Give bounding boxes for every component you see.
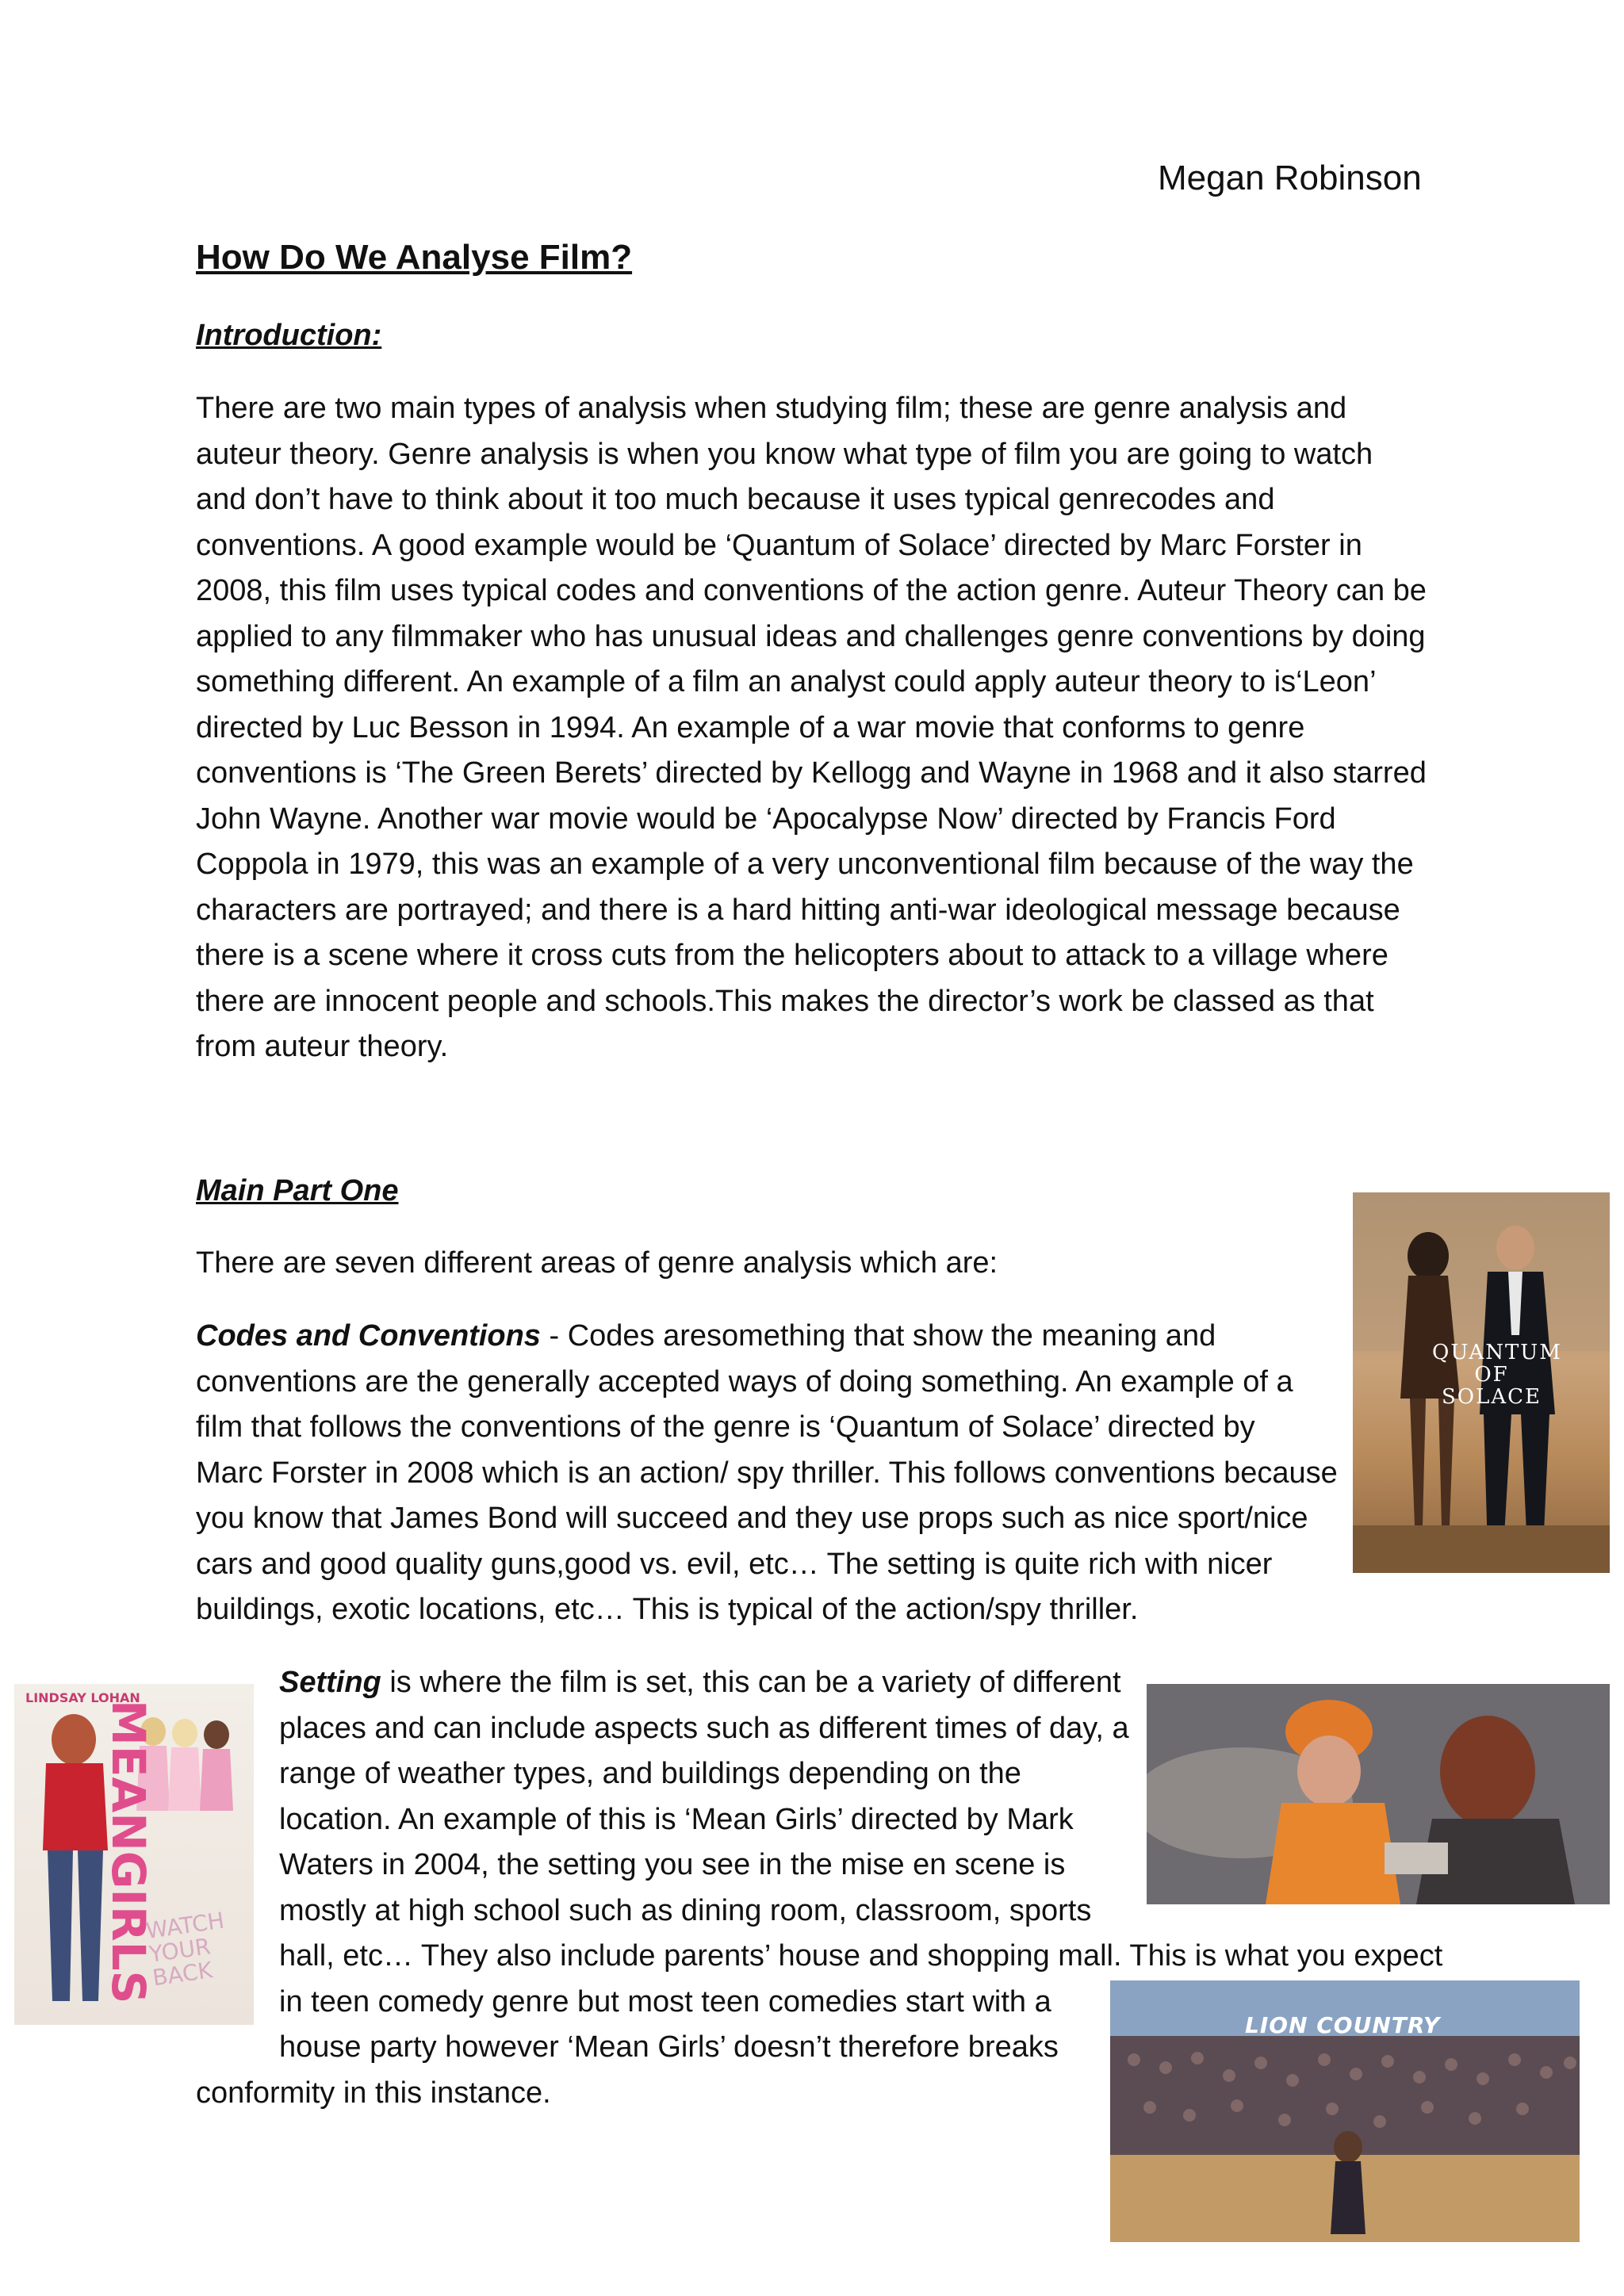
gym-banner-text: LION COUNTRY	[1245, 2012, 1441, 2038]
codes-line: cars and good quality guns,good vs. evil, etc… The setting is quite rich with nicer	[196, 1547, 1273, 1581]
mean-girls-gym-still	[1110, 1980, 1580, 2242]
quantum-of-solace-poster	[1353, 1192, 1610, 1573]
intro-line: there are innocent people and schools.This makes the director’s work be classed as that	[196, 984, 1374, 1018]
intro-line: 2008, this film uses typical codes and conventions of the action genre. Auteur Theory can be	[196, 574, 1427, 607]
intro-line: something different. An example of a film an analyst could apply auteur theory to is‘Leon’	[196, 665, 1377, 698]
mean-girls-poster	[14, 1684, 254, 2025]
intro-line: Coppola in 1979, this was an example of a very unconventional film because of the way the	[196, 848, 1414, 881]
intro-line: and don’t have to think about it too much because it uses typical genrecodes and	[196, 483, 1275, 516]
intro-line: There are two main types of analysis when studying film; these are genre analysis and	[196, 392, 1347, 425]
introduction-heading: Introduction:	[196, 319, 382, 352]
intro-line: auteur theory. Genre analysis is when you know what type of film you are going to watch	[196, 437, 1373, 471]
mean-girls-poster-title: MEANGIRLS	[102, 1700, 155, 2004]
author-name: Megan Robinson	[1158, 159, 1422, 197]
setting-first-line-rest: is where the film is set, this can be a variety of different	[381, 1666, 1121, 1699]
setting-term: Setting	[279, 1666, 381, 1699]
codes-line: buildings, exotic locations, etc… This is typical of the action/spy thriller.	[196, 1593, 1139, 1626]
setting-last-line: conformity in this instance.	[196, 2076, 551, 2110]
introduction-paragraph	[196, 386, 1433, 1070]
mean-girls-actor-credit: LINDSAY LOHAN	[25, 1690, 140, 1705]
setting-line: location. An example of this is ‘Mean Girls’ directed by Mark	[279, 1802, 1074, 1836]
intro-line: John Wayne. Another war movie would be ‘Apocalypse Now’ directed by Francis Ford	[196, 802, 1336, 836]
setting-line: in teen comedy genre but most teen comedies start with a	[279, 1984, 1051, 2019]
intro-line: from auteur theory.	[196, 1030, 449, 1063]
intro-line: conventions is ‘The Green Berets’ directed by Kellogg and Wayne in 1968 and it also starred	[196, 756, 1427, 790]
intro-line: directed by Luc Besson in 1994. An example of a war movie that conforms to genre	[196, 710, 1305, 744]
codes-term: Codes and Conventions	[196, 1319, 541, 1353]
cafeteria-scene-icon	[1147, 1684, 1610, 1904]
page-title: How Do We Analyse Film?	[196, 238, 633, 277]
setting-line: places and can include aspects such as different times of day, a	[279, 1711, 1129, 1745]
codes-first-line-rest: - Codes aresomething that show the meaning and	[540, 1319, 1216, 1353]
codes-first-line	[196, 1314, 1346, 1360]
setting-line: mostly at high school such as dining room, classroom, sports	[279, 1893, 1092, 1927]
intro-line: applied to any filmmaker who has unusual ideas and challenges genre conventions by doing	[196, 619, 1426, 653]
intro-line: characters are portrayed; and there is a hard hitting anti-war ideological message because	[196, 893, 1400, 927]
setting-line: range of weather types, and buildings depending on the	[279, 1757, 1021, 1790]
codes-line: Marc Forster in 2008 which is an action/ spy thriller. This follows conventions because	[196, 1456, 1338, 1490]
codes-line: film that follows the conventions of the genre is ‘Quantum of Solace’ directed by	[196, 1410, 1255, 1444]
quantum-poster-title: QUANTUM OF SOLACE	[1432, 1341, 1562, 1409]
setting-line: Waters in 2004, the setting you see in the mise en scene is	[279, 1848, 1066, 1881]
setting-line: hall, etc… They also include parents’ house and shopping mall. This is what you expect	[279, 1939, 1443, 1973]
setting-line: house party however ‘Mean Girls’ doesn’t therefore breaks	[279, 2030, 1059, 2064]
intro-line: conventions. A good example would be ‘Quantum of Solace’ directed by Marc Forster in	[196, 528, 1362, 562]
mean-girls-tagline: WATCH YOUR BACK	[144, 1907, 226, 1992]
seven-areas-line: There are seven different areas of genre analysis which are:	[196, 1246, 998, 1280]
codes-line: you know that James Bond will succeed and they use props such as nice sport/nice	[196, 1502, 1308, 1535]
mean-girls-cafeteria-still	[1147, 1684, 1610, 1904]
codes-conventions-paragraph	[196, 1314, 1346, 1633]
codes-line: conventions are the generally accepted ways of doing something. An example of a	[196, 1364, 1293, 1399]
main-part-one-heading: Main Part One	[196, 1174, 399, 1207]
intro-line: there is a scene where it cross cuts from the helicopters about to attack to a village where	[196, 939, 1388, 972]
